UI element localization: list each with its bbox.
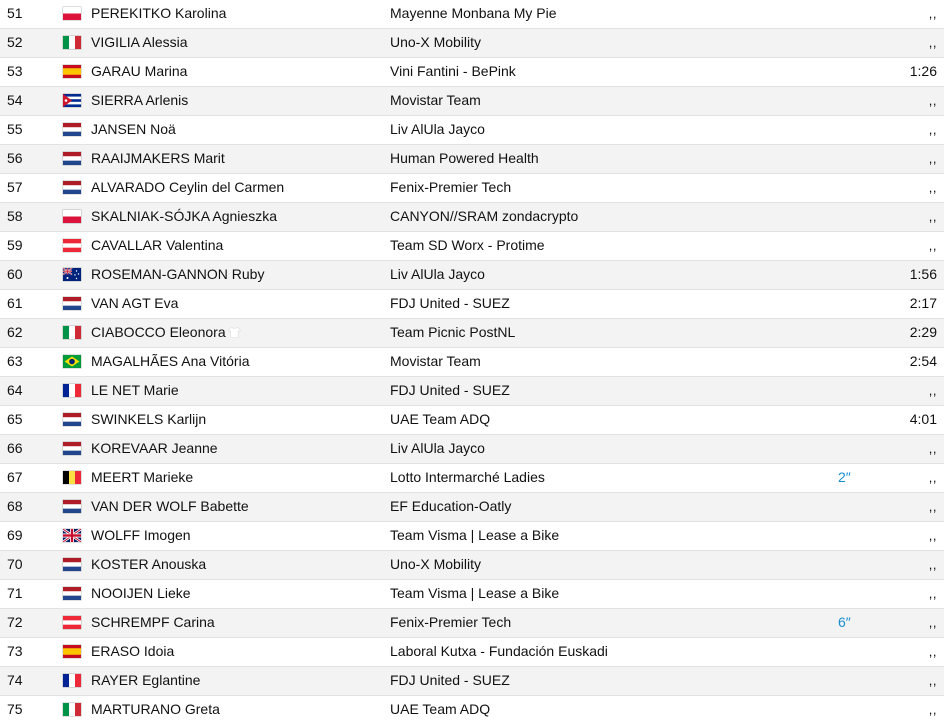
team-cell [390, 116, 485, 143]
flag-es-icon [63, 645, 81, 658]
rider-link[interactable]: KOREVAAR Jeanne [91, 440, 218, 456]
flag-nl-icon [63, 587, 81, 600]
table-row [0, 232, 944, 261]
rank-cell: 52 [7, 34, 23, 50]
team-link[interactable]: Liv AlUla Jayco [390, 121, 485, 137]
rank-cell: 66 [7, 440, 23, 456]
team-link[interactable]: CANYON//SRAM zondacrypto [390, 208, 579, 224]
table-row [0, 58, 944, 87]
table-row [0, 290, 944, 319]
time-cell: ,, [928, 209, 937, 224]
rider-link[interactable]: CIABOCCO Eleonora [91, 324, 226, 340]
table-row [0, 522, 944, 551]
rider-link[interactable]: CAVALLAR Valentina [91, 237, 224, 253]
team-link[interactable]: Fenix-Premier Tech [390, 614, 512, 630]
rank-cell: 70 [7, 556, 23, 572]
time-cell: ,, [928, 557, 937, 572]
rank-cell: 63 [7, 353, 23, 369]
team-link[interactable]: Movistar Team [390, 353, 481, 369]
team-cell [390, 290, 510, 317]
rider-link[interactable]: PEREKITKO Karolina [91, 5, 227, 21]
rider-cell [91, 0, 226, 27]
rider-cell [91, 261, 264, 288]
table-row [0, 667, 944, 696]
table-row [0, 29, 944, 58]
team-cell [390, 203, 578, 230]
time-cell: 2:29 [909, 324, 937, 340]
rank-cell: 73 [7, 643, 23, 659]
team-cell [390, 464, 545, 491]
time-cell: ,, [928, 238, 937, 253]
team-link[interactable]: Vini Fantini - BePink [390, 63, 516, 79]
team-link[interactable]: EF Education-Oatly [390, 498, 512, 514]
rank-cell: 56 [7, 150, 23, 166]
team-cell [390, 261, 485, 288]
white-jersey-icon [228, 327, 241, 338]
time-cell: ,, [928, 586, 937, 601]
table-row [0, 435, 944, 464]
rank-cell: 57 [7, 179, 23, 195]
rider-cell [91, 116, 176, 143]
flag-nl-icon [63, 152, 81, 165]
flag-nl-icon [63, 558, 81, 571]
team-link[interactable]: Team Visma | Lease a Bike [390, 527, 560, 543]
flag-au-icon [63, 268, 81, 281]
table-row [0, 261, 944, 290]
time-cell: ,, [928, 93, 937, 108]
rank-cell: 68 [7, 498, 23, 514]
rider-link[interactable]: GARAU Marina [91, 63, 188, 79]
table-row [0, 377, 944, 406]
team-cell [390, 29, 481, 56]
time-cell: ,, [928, 441, 937, 456]
table-row [0, 203, 944, 232]
rank-cell: 54 [7, 92, 23, 108]
team-cell [390, 319, 515, 346]
rider-link[interactable]: VIGILIA Alessia [91, 34, 188, 50]
rank-cell: 59 [7, 237, 23, 253]
flag-pl-icon [63, 7, 81, 20]
team-link[interactable]: Uno-X Mobility [390, 556, 482, 572]
rider-link[interactable]: SKALNIAK-SÓJKA Agnieszka [91, 208, 277, 224]
team-cell [390, 348, 481, 375]
time-cell: ,, [928, 644, 937, 659]
team-cell [390, 435, 485, 462]
time-cell: ,, [928, 151, 937, 166]
time-cell: 1:56 [909, 266, 937, 282]
time-cell: ,, [928, 673, 937, 688]
flag-nl-icon [63, 181, 81, 194]
flag-fr-icon [63, 674, 81, 687]
team-link[interactable]: UAE Team ADQ [390, 701, 491, 717]
table-row [0, 696, 944, 725]
rider-link[interactable]: JANSEN Noä [91, 121, 176, 137]
rank-cell: 69 [7, 527, 23, 543]
flag-br-icon [63, 355, 81, 368]
team-link[interactable]: UAE Team ADQ [390, 411, 491, 427]
table-row [0, 609, 944, 638]
rider-link[interactable]: RAAIJMAKERS Marit [91, 150, 225, 166]
flag-it-icon [63, 36, 81, 49]
time-cell: ,, [928, 180, 937, 195]
team-link[interactable]: Liv AlUla Jayco [390, 440, 485, 456]
rider-cell [91, 145, 225, 172]
rider-link[interactable]: SWINKELS Karlijn [91, 411, 207, 427]
team-cell [390, 87, 481, 114]
rider-cell [91, 493, 249, 520]
rank-cell: 75 [7, 701, 23, 717]
rider-link[interactable]: ROSEMAN-GANNON Ruby [91, 266, 265, 282]
team-cell [390, 580, 559, 607]
time-cell: ,, [928, 6, 937, 21]
team-link[interactable]: Team Visma | Lease a Bike [390, 585, 560, 601]
rider-cell [91, 435, 218, 462]
team-cell [390, 522, 559, 549]
team-link[interactable]: Movistar Team [390, 92, 481, 108]
team-cell [390, 145, 539, 172]
team-link[interactable]: Laboral Kutxa - Fundación Euskadi [390, 643, 608, 659]
rider-cell [91, 522, 191, 549]
team-link[interactable]: Lotto Intermarché Ladies [390, 469, 545, 485]
rider-cell [91, 609, 215, 636]
time-cell: ,, [928, 35, 937, 50]
rider-cell [91, 319, 241, 346]
team-cell [390, 609, 511, 636]
rider-cell [91, 667, 200, 694]
rider-cell [91, 290, 178, 317]
time-cell: ,, [928, 383, 937, 398]
rank-cell: 64 [7, 382, 23, 398]
rank-cell: 55 [7, 121, 23, 137]
time-cell: 2:54 [909, 353, 937, 369]
team-cell [390, 696, 490, 723]
flag-pl-icon [63, 210, 81, 223]
rider-cell [91, 174, 284, 201]
rider-link[interactable]: KOSTER Anouska [91, 556, 207, 572]
rider-link[interactable]: SCHREMPF Carina [91, 614, 215, 630]
bonus-cell: 2″ [838, 469, 851, 485]
rider-cell [91, 232, 223, 259]
team-link[interactable]: Human Powered Health [390, 150, 539, 166]
rider-cell [91, 348, 249, 375]
table-row [0, 580, 944, 609]
table-row [0, 0, 944, 29]
time-cell: 2:17 [909, 295, 937, 311]
time-cell: ,, [928, 528, 937, 543]
flag-at-icon [63, 239, 81, 252]
rider-link[interactable]: MEERT Marieke [91, 469, 194, 485]
flag-nl-icon [63, 297, 81, 310]
table-row [0, 319, 944, 348]
time-cell: ,, [928, 470, 937, 485]
rider-cell [91, 464, 193, 491]
flag-be-icon [63, 471, 81, 484]
team-link[interactable]: FDJ United - SUEZ [390, 382, 510, 398]
rank-cell: 65 [7, 411, 23, 427]
rider-cell [91, 638, 174, 665]
team-link[interactable]: Team Picnic PostNL [390, 324, 516, 340]
table-row [0, 464, 944, 493]
table-row [0, 406, 944, 435]
rider-link[interactable]: ERASO Idoia [91, 643, 175, 659]
table-row [0, 87, 944, 116]
rider-link[interactable]: SIERRA Arlenis [91, 92, 189, 108]
flag-cu-icon [63, 94, 81, 107]
rank-cell: 53 [7, 63, 23, 79]
rider-link[interactable]: ALVARADO Ceylin del Carmen [91, 179, 285, 195]
team-link[interactable]: Liv AlUla Jayco [390, 266, 485, 282]
flag-nl-icon [63, 442, 81, 455]
rank-cell: 61 [7, 295, 23, 311]
rider-cell [91, 203, 277, 230]
team-cell [390, 232, 545, 259]
rank-cell: 60 [7, 266, 23, 282]
team-cell [390, 667, 510, 694]
rank-cell: 72 [7, 614, 23, 630]
team-link[interactable]: Fenix-Premier Tech [390, 179, 512, 195]
time-cell: ,, [928, 499, 937, 514]
flag-at-icon [63, 616, 81, 629]
team-cell [390, 551, 481, 578]
time-cell: ,, [928, 122, 937, 137]
team-cell [390, 638, 608, 665]
rider-cell [91, 377, 179, 404]
rider-link[interactable]: VAN AGT Eva [91, 295, 179, 311]
flag-fr-icon [63, 384, 81, 397]
rider-cell [91, 87, 188, 114]
rank-cell: 71 [7, 585, 23, 601]
rider-cell [91, 29, 188, 56]
flag-gb-icon [63, 529, 81, 542]
rank-cell: 51 [7, 5, 23, 21]
time-cell: 4:01 [909, 411, 937, 427]
rider-cell [91, 580, 191, 607]
table-row [0, 145, 944, 174]
flag-it-icon [63, 703, 81, 716]
rider-cell [91, 696, 220, 723]
rider-link[interactable]: RAYER Eglantine [91, 672, 201, 688]
team-link[interactable]: Mayenne Monbana My Pie [390, 5, 557, 21]
table-row [0, 638, 944, 667]
team-link[interactable]: Uno-X Mobility [390, 34, 482, 50]
rank-cell: 74 [7, 672, 23, 688]
team-cell [390, 174, 511, 201]
team-cell [390, 377, 510, 404]
rider-cell [91, 58, 187, 85]
rider-link[interactable]: NOOIJEN Lieke [91, 585, 191, 601]
rank-cell: 67 [7, 469, 23, 485]
rider-link[interactable]: MARTURANO Greta [91, 701, 220, 717]
team-cell [390, 493, 511, 520]
rider-cell [91, 551, 206, 578]
team-cell [390, 406, 490, 433]
time-cell: ,, [928, 702, 937, 717]
table-row [0, 174, 944, 203]
team-link[interactable]: FDJ United - SUEZ [390, 672, 510, 688]
team-cell [390, 58, 516, 85]
rider-link[interactable]: WOLFF Imogen [91, 527, 191, 543]
time-cell: 1:26 [909, 63, 937, 79]
rider-link[interactable]: MAGALHÃES Ana Vitória [91, 353, 250, 369]
flag-nl-icon [63, 500, 81, 513]
rank-cell: 62 [7, 324, 23, 340]
bonus-cell: 6″ [838, 614, 851, 630]
flag-es-icon [63, 65, 81, 78]
time-cell: ,, [928, 615, 937, 630]
flag-it-icon [63, 326, 81, 339]
rank-cell: 58 [7, 208, 23, 224]
flag-nl-icon [63, 413, 81, 426]
rider-link[interactable]: LE NET Marie [91, 382, 179, 398]
table-row [0, 551, 944, 580]
table-row [0, 348, 944, 377]
team-link[interactable]: Team SD Worx - Protime [390, 237, 545, 253]
flag-nl-icon [63, 123, 81, 136]
table-row [0, 116, 944, 145]
team-link[interactable]: FDJ United - SUEZ [390, 295, 510, 311]
table-row [0, 493, 944, 522]
team-cell [390, 0, 557, 27]
rider-cell [91, 406, 206, 433]
rider-link[interactable]: VAN DER WOLF Babette [91, 498, 249, 514]
